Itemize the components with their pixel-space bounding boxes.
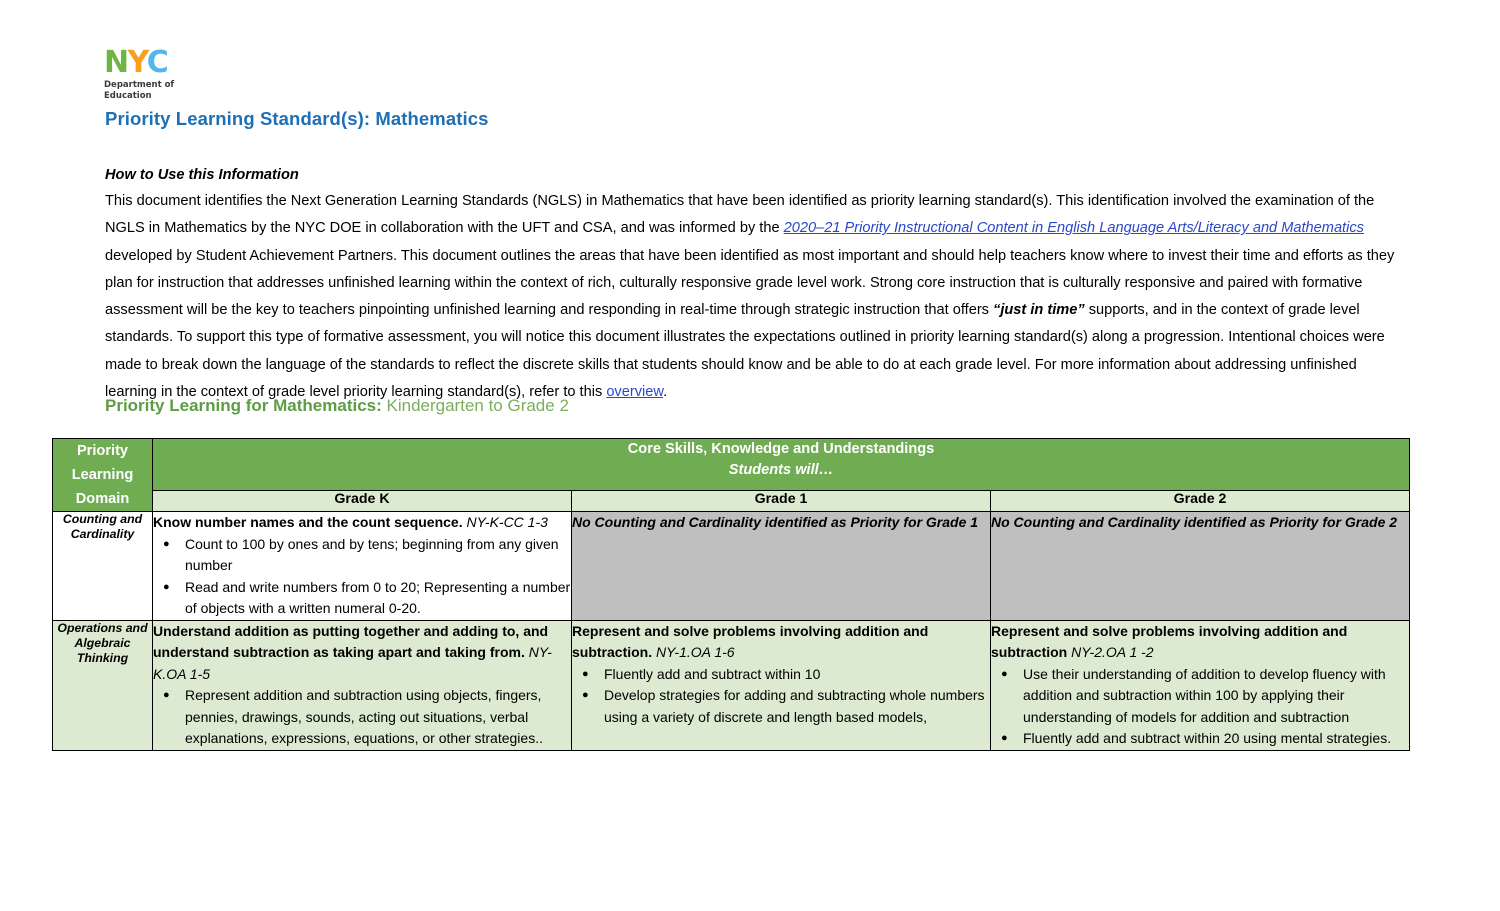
cell-grade-k-operations xyxy=(153,620,572,750)
cell-bullet-list xyxy=(991,664,1409,750)
cell-note-text: No Counting and Cardinality identified as Priority for Grade 1 xyxy=(572,514,979,530)
list-item: ● Read and write numbers from 0 to 20; Representing a number of objects with a written numeral 0-20. xyxy=(183,577,571,620)
cell-grade-2-operations xyxy=(991,620,1410,750)
cell-lead-label: Understand addition as putting together and adding to, and understand subtraction as taking apart and taking from. xyxy=(153,622,549,660)
page-title: Priority Learning Standard(s): Mathematics xyxy=(105,108,489,129)
logo-subtitle-line1: Department of xyxy=(104,80,175,90)
logo-letter-y: Y xyxy=(127,45,147,80)
cell-lead-text xyxy=(153,621,571,686)
list-item: ● Use their understanding of addition to develop fluency with addition and subtraction within 100 by applying their understanding of models for addition and subtraction xyxy=(1021,664,1409,729)
cell-lead-label: Represent and solve problems involving addition and subtraction xyxy=(991,622,1348,660)
list-item: ● Develop strategies for adding and subtracting whole numbers using a variety of discrete and length based models, xyxy=(602,685,990,728)
intro-text-part4: . xyxy=(663,384,668,401)
section-heading xyxy=(105,396,569,416)
table-header-grade-k: Grade K xyxy=(153,491,572,512)
core-header-line1: Core Skills, Knowledge and Understandings xyxy=(627,441,935,457)
priority-learning-table xyxy=(52,438,1410,751)
list-item: ● Fluently add and subtract within 10 xyxy=(602,664,990,686)
cell-grade-1-counting xyxy=(572,512,991,621)
cell-grade-k-counting xyxy=(153,512,572,621)
logo-subtitle xyxy=(104,80,224,101)
intro-heading: How to Use this Information xyxy=(105,167,299,183)
intro-paragraph xyxy=(105,188,1407,406)
cell-standard-code: NY-1.OA 1-6 xyxy=(652,644,735,660)
table-header-row-2 xyxy=(53,491,1410,512)
domain-label-counting-and-cardinality: Counting and Cardinality xyxy=(53,512,153,621)
cell-grade-1-operations xyxy=(572,620,991,750)
cell-lead-text xyxy=(153,512,571,534)
cell-lead-label: Know number names and the count sequence. xyxy=(153,514,463,530)
cell-standard-code: NY-2.OA 1 -2 xyxy=(1067,644,1154,660)
link-priority-instructional-content[interactable]: 2020–21 Priority Instructional Content in English Language Arts/Literacy and Mathematics xyxy=(783,220,1364,237)
logo-subtitle-line2: Education xyxy=(104,90,152,101)
cell-standard-code: NY-K.OA 1-5 xyxy=(153,644,552,682)
cell-note-text: No Counting and Cardinality identified as Priority for Grade 2 xyxy=(991,514,1398,530)
list-item: ● Represent addition and subtraction using objects, fingers, pennies, drawings, sounds, acting out situations, verbal explanations, expressions, equations, or other strategies.. xyxy=(183,685,571,750)
section-heading-bold: Priority Learning for Mathematics: xyxy=(105,396,382,415)
intro-text-part2: developed by Student Achievement Partners. This document outlines the areas that have been identified as most important and should help teachers know where to invest their time and efforts as they plan for instruction that addresses unfinished learning within the context of rich, culturally responsive grade level work. Strong core instruction that is culturally responsive and paired with formative assessment will be the key to teachers pinpointing unfinished learning and responding in real-time through strategic instruction that offers xyxy=(105,247,1395,319)
table-header-row-1 xyxy=(53,439,1410,491)
table-header-grade-2: Grade 2 xyxy=(991,491,1410,512)
core-header-line2: Students will… xyxy=(728,462,834,478)
domain-label-operations-and-algebraic-thinking: Operations and Algebraic Thinking xyxy=(53,620,153,750)
nyc-logo-wordmark xyxy=(104,45,224,80)
intro-text-part3: supports, and in the context of grade level standards. To support this type of formative assessment, you will notice this document illustrates the expectations outlined in priority learning standard(s) along a progression. Intentional choices were made to break down the language of the standards to reflect the discrete skills that students should know and be able to do at each grade level. For more information about addressing unfinished learning in the context of grade level priority learning standard(s), refer to this xyxy=(105,302,1385,401)
cell-bullet-list xyxy=(153,685,571,750)
list-item: ● Count to 100 by ones and by tens; beginning from any given number xyxy=(183,534,571,577)
cell-bullet-list xyxy=(153,534,571,620)
intro-emphasis: “just in time” xyxy=(993,302,1085,319)
section-heading-light: Kindergarten to Grade 2 xyxy=(381,396,569,415)
list-item: ● Fluently add and subtract within 20 using mental strategies. xyxy=(1021,728,1409,750)
cell-lead-text xyxy=(572,621,990,664)
table-row xyxy=(53,512,1410,621)
cell-bullet-list xyxy=(572,664,990,729)
table-header-grade-1: Grade 1 xyxy=(572,491,991,512)
logo-letter-n: N xyxy=(104,45,128,80)
cell-lead-text xyxy=(991,621,1409,664)
table-row xyxy=(53,620,1410,750)
cell-grade-2-counting xyxy=(991,512,1410,621)
nyc-doe-logo xyxy=(104,45,224,101)
intro-text-part1: This document identifies the Next Generation Learning Standards (NGLS) in Mathematics that have been identified as priority learning standard(s). This identification involved the examination of the NGLS in Mathematics by the NYC DOE in collaboration with the UFT and CSA, and was informed by the xyxy=(105,193,1375,237)
link-overview[interactable]: overview xyxy=(606,384,664,401)
cell-lead-label: Represent and solve problems involving addition and subtraction. xyxy=(572,622,929,660)
table-header-core-skills xyxy=(153,439,1410,491)
table-header-domain: Priority Learning Domain xyxy=(53,439,153,512)
cell-standard-code: NY-K-CC 1-3 xyxy=(462,514,548,530)
logo-letter-c: C xyxy=(146,45,168,80)
